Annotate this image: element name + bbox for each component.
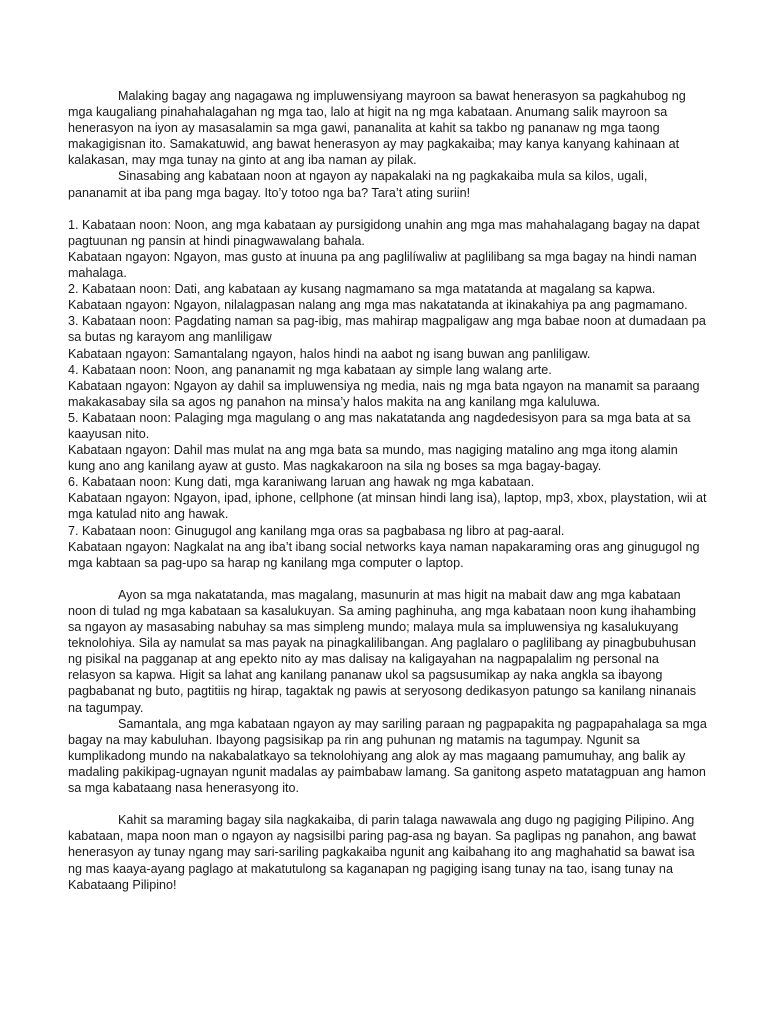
intro-paragraph-2: Sinasabing ang kabataan noon at ngayon ay napakalaki na ng pagkakaiba mula sa kilos, ugali, pananamit at iba pang mga bagay. Ito’y totoo nga ba? Tara’t ating suriin! (68, 169, 648, 200)
list-item: Kabataan ngayon: Dahil mas mulat na ang mga bata sa mundo, mas nagiging matalino ang mga itong alamin kung ano ang kanilang ayaw at gusto. Mas nagkakaroon na sila ng boses sa mga bagay-bagay. (68, 443, 678, 474)
list-item: Kabataan ngayon: Ngayon, ipad, iphone, cellphone (at minsan hindi lang isa), laptop, mp3, xbox, playstation, wii at mga katulad nito ang hawak. (68, 491, 707, 522)
list-item: Kabataan ngayon: Samantalang ngayon, halos hindi na aabot ng isang buwan ang panliligaw. (68, 346, 591, 361)
list-item: 3. Kabataan noon: Pagdating naman sa pag-ibig, mas mahirap magpaligaw ang mga babae noon at dumadaan pa sa butas ng karayom ang manliligaw (68, 314, 706, 345)
list-item: 2. Kabataan noon: Dati, ang kabataan ay kusang nagmamano sa mga matatanda at magalang sa kapwa. (68, 282, 656, 297)
list-item: 6. Kabataan noon: Kung dati, mga karaniwang laruan ang hawak ng mga kabataan. (68, 475, 535, 490)
intro-paragraph-1: Malaking bagay ang nagagawa ng impluwensiyang mayroon sa bawat henerasyon sa pagkahubog ng mga kaugaliang pinahahalagahan ng mga tao, lalo at higit na ng mga kabataan. Anumang salik mayroon sa henerasyon na iyon ay masasalamin sa mga gawi, pananalita at kahit sa takbo ng pananaw ng mga taong makagigisnan ito. Samakatuwid, ang bawat henerasyon ay may pagkakaiba; may kanya kanyang kahinaan at kalakasan, may mga tunay na ginto at ang iba naman ay pilak. (68, 89, 686, 168)
conclusion-paragraph: Kahit sa maraming bagay sila nagkakaiba, di parin talaga nawawala ang dugo ng pagiging Pilipino. Ang kabataan, mapa noon man o ngayon ay nagsisilbi paring pag-asa ng bayan. Sa paglipas ng panahon, ang bawat henerasyon ay tunay ngang may sari-sariling pagkakaiba ngunit ang kaibahang ito ang maghahatid sa bawat isa ng mas kaaya-ayang paglago at makatutulong sa kaganapan ng pagiging isang tunay na tao, isang tunay na Kabataang Pilipino! (68, 813, 697, 892)
comparison-list (68, 217, 708, 571)
spacer (68, 201, 708, 217)
list-item: 4. Kabataan noon: Noon, ang pananamit ng mga kabataan ay simple lang walang arte. (68, 362, 552, 377)
list-item: Kabataan ngayon: Ngayon ay dahil sa impluwensiya ng media, nais ng mga bata ngayon na manamit sa paraang makakasabay sila sa agos ng panahon na minsa’y halos makita na ang kanilang mga kaluluwa. (68, 378, 700, 409)
body-paragraph-1: Ayon sa mga nakatatanda, mas magalang, masunurin at mas higit na mabait daw ang mga kabataan noon di tulad ng mga kabataan sa kasalukuyan. Sa aming paghinuha, ang mga kabataan noon kung ihahambing sa ngayon ay masasabing nabuhay sa mas simpleng mundo; malaya mula sa impluwensiya ng kasalukuyang teknolohiya. Sila ay namulat sa mas payak na pinagkalilibangan. Ang paglalaro o paglilibang ay pinagbubuhusan ng pisikal na pagganap at ang epekto nito ay mas dalisay na kaligayahan na nagpapalalim ng personal na relasyon sa kapwa. Higit sa lahat ang kanilang pananaw ukol sa pagsusumikap ay naka angkla sa ibayong pagbabanat ng buto, pagtitiis ng hirap, tagaktak ng pawis at seryosong dedikasyon patungo sa kanilang ninanais na tagumpay. (68, 587, 697, 715)
list-item: 7. Kabataan noon: Ginugugol ang kanilang mga oras sa pagbabasa ng libro at pag-aaral. (68, 523, 565, 538)
list-item: Kabataan ngayon: Ngayon, nilalagpasan nalang ang mga mas nakatatanda at ikinakahiya pa ang pagmamano. (68, 298, 688, 313)
document-page (68, 88, 708, 893)
list-item: Kabataan ngayon: Nagkalat na ang iba’t ibang social networks kaya naman napakaraming oras ang ginugugol ng mga kabtaan sa pag-upo sa harap ng kanilang mga computer o laptop. (68, 539, 700, 570)
list-item: Kabataan ngayon: Ngayon, mas gusto at inuuna pa ang paglilíwaliw at paglilibang sa mga bagay na hindi naman mahalaga. (68, 249, 697, 281)
spacer (68, 571, 708, 587)
list-item: 1. Kabataan noon: Noon, ang mga kabataan ay pursigidong unahin ang mga mas mahahalagang bagay na dapat pagtuunan ng pansin at hindi pinagwawalang bahala. (68, 217, 700, 248)
list-item: 5. Kabataan noon: Palaging mga magulang o ang mas nakatatanda ang nagdedesisyon para sa mga bata at sa kaayusan nito. (68, 410, 691, 441)
spacer (68, 796, 708, 812)
body-paragraph-2: Samantala, ang mga kabataan ngayon ay may sariling paraan ng pagpapakita ng pagpapahalaga sa mga bagay na may kabuluhan. Ibayong pagsisikap pa rin ang puhunan ng matamis na tagumpay. Ngunit sa kumplikadong mundo na nakabalatkayo sa teknolohiyang ang alok ay mas magaang pamumuhay, ang balik ay madaling pakikipag-ugnayan ngunit madalas ay paimbabaw lamang. Sa ganitong aspeto matatagpuan ang hamon sa mga kabataang nasa henerasyong ito. (68, 716, 707, 796)
